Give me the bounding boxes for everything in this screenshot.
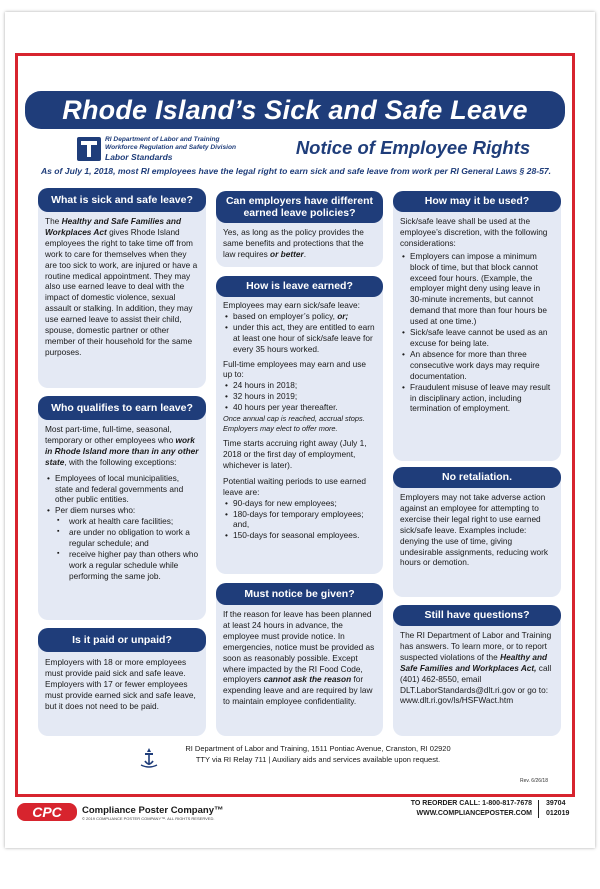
footer-line2: TTY via RI Relay 711 | Auxiliary aids and services available upon request. xyxy=(195,754,441,764)
retaliation-heading: No retaliation. xyxy=(393,467,561,488)
list-item: • 150-days for seasonal employees. xyxy=(223,530,376,541)
used-list xyxy=(400,251,554,415)
policies-body xyxy=(216,227,383,265)
list-item: • 40 hours per year thereafter. xyxy=(223,402,376,413)
dlt-logo-icon xyxy=(77,137,101,161)
svg-text:CPC: CPC xyxy=(32,804,62,820)
list-item: • An absence for more than three consecutive work days may require documentation. xyxy=(400,349,554,382)
retaliation-body: Employers may not take adverse action against an employee for attempting to exercise their legal right to use earned sick/safe leave. Examples include: denying the use of time, giving undesirable assignments, reducing work hours or demotion. xyxy=(400,492,549,568)
title-banner: Rhode Island’s Sick and Safe Leave xyxy=(25,91,565,129)
notice-box xyxy=(216,583,383,736)
list-item: ▪ work at health care facilities; xyxy=(45,516,199,527)
policies-heading: Can employers have different earned leave policies? xyxy=(216,191,383,223)
ri-seal-icon xyxy=(138,747,160,769)
divider xyxy=(538,800,539,818)
qualifies-list xyxy=(45,473,199,582)
earned-box xyxy=(216,276,383,574)
paid-body xyxy=(38,657,206,717)
what-paragraph: The Healthy and Safe Families and Workplaces Act gives Rhode Island employees the right to take time off from work to care for themselves when they are too sick to work, are injured or have a routine medical appointment. They may also use earned leave to deal with the impact of domestic violence, sexual assault or stalking. In addition, they may use earned leave to assist their child, spouse, domestic partner or other member of their household for the same purposes. xyxy=(45,216,198,357)
what-body xyxy=(38,216,206,363)
questions-box xyxy=(393,605,561,736)
waiting-list xyxy=(223,498,376,542)
reorder-phone: TO REORDER CALL: 1-800-817-7678 xyxy=(410,800,532,807)
paid-box xyxy=(38,628,206,736)
paid-heading: Is it paid or unpaid? xyxy=(38,628,206,652)
what-box xyxy=(38,188,206,388)
list-item: ▪ are under no obligation to work a regular schedule; and xyxy=(45,527,199,549)
notice-given-paragraph: If the reason for leave has been planned at least 24 hours in advance, the employee must provide notice. In emergencies, notice must be provided as soon as reasonably possible. Except where impacted by the RI Food Code, employers cannot ask the reason for expending leave and are required by law to maintain employee confidentiality. xyxy=(223,609,375,707)
policies-box xyxy=(216,191,383,267)
what-heading: What is sick and safe leave? xyxy=(38,188,206,212)
list-item: • Fraudulent misuse of leave may result in disciplinary action, including termination of employment. xyxy=(400,382,554,415)
notice-given-heading: Must notice be given? xyxy=(216,583,383,605)
list-item: • based on employer’s policy, or; xyxy=(223,311,376,322)
dept-logo xyxy=(77,135,277,163)
publisher-name: Compliance Poster Company™ xyxy=(82,805,224,816)
questions-body xyxy=(393,630,561,711)
intro-text: As of July 1, 2018, most RI employees have the legal right to earn sick and safe leave from work per RI General Laws § 28-57. xyxy=(40,166,552,176)
list-item: • 32 hours in 2019; xyxy=(223,391,376,402)
cap-note: Once annual cap is reached, accrual stops. Employers may elect to offer more. xyxy=(223,414,365,433)
earned-heading: How is leave earned? xyxy=(216,276,383,297)
qualifies-box xyxy=(38,396,206,620)
footer-text xyxy=(168,744,468,765)
cap-list xyxy=(223,380,376,413)
list-item: • 180-days for temporary employees; and, xyxy=(223,509,376,531)
paid-paragraph: Employers with 18 or more employees must provide paid sick and safe leave. Employers with 17 or fewer employees must provide earned sick and safe leave, but it does not need to be paid. xyxy=(45,657,196,711)
list-item: ▪ receive higher pay than others who work a regular schedule while performing the same job. xyxy=(45,549,199,582)
qualifies-body xyxy=(38,424,206,586)
reorder-info xyxy=(386,799,532,819)
list-item: • Employers can impose a minimum block of time, but that block cannot exceed four hours. (Example, the employer might deny using leave in 30-minute increments, but cannot demand that more than four hours be used at one time.) xyxy=(400,251,554,327)
dept-text xyxy=(105,136,236,162)
list-item: • Sick/safe leave cannot be used as an excuse for being late. xyxy=(400,327,554,349)
list-item: • Employees of local municipalities, state and federal governments and other public entities. xyxy=(45,473,199,506)
footer-line1: RI Department of Labor and Training, 1511 Pontiac Avenue, Cranston, RI 02920 xyxy=(185,744,451,753)
dept-line2: Workforce Regulation and Safety Division xyxy=(105,144,237,151)
retaliation-box xyxy=(393,467,561,597)
dept-line1: RI Department of Labor and Training xyxy=(105,136,220,143)
product-codes: 39704 012019 xyxy=(546,800,570,817)
questions-heading: Still have questions? xyxy=(393,605,561,626)
policies-paragraph: Yes, as long as the policy provides the same benefits and protections that the law requires or better. xyxy=(223,227,364,259)
questions-url[interactable]: www.dlt.ri.gov/ls/HSFWact.htm xyxy=(400,695,514,706)
cpc-logo-icon xyxy=(17,803,77,821)
dept-line3: Labor Standards xyxy=(105,152,173,162)
qualifies-heading: Who qualifies to earn leave? xyxy=(38,396,206,420)
list-item: • Per diem nurses who: xyxy=(45,505,199,516)
used-body: Sick/safe leave shall be used at the employee’s discretion, with the following considerations: • Employers can impose a minimum block of time, but that block cannot exceed four hours. (Example, the employer might deny using leave in 30-minute increments, but cannot demand that more than four hours be used at one time.) • Sick/safe leave cannot be used as an excuse for being late. • An absence for more than three consecutive work days may require documentation. • Fraudulent misuse of leave may result in disciplinary action, including termination of employment. xyxy=(393,216,561,418)
questions-paragraph: The RI Department of Labor and Training has answers. To learn more, or to report suspected violations of the Healthy and Safe Families and Workplaces Act, call (401) 462-8550, email DLT.LaborStandards@dlt.ri.gov or go to: xyxy=(400,630,552,695)
notice-heading: Notice of Employee Rights xyxy=(295,137,531,158)
publisher-copyright: © 2019 COMPLIANCE POSTER COMPANY™. ALL RIGHTS RESERVED. xyxy=(82,816,215,821)
list-item: • 90-days for new employees; xyxy=(223,498,376,509)
act-name: Healthy and Safe Families and Workplaces Act xyxy=(45,216,182,237)
earned-list xyxy=(223,311,376,355)
used-box xyxy=(393,191,561,461)
list-item: • under this act, they are entitled to earn at least one hour of sick/safe leave for every 35 hours worked. xyxy=(223,322,376,355)
earned-body: Employees may earn sick/safe leave: • based on employer’s policy, or; • under this act, they are entitled to earn at least one hour of sick/safe leave for every 35 hours worked. Full-time employees may earn and use up to: • 24 hours in 2018; • 32 hours in 2019; • 40 hours per year thereafter. Once annual cap is reached, accrual stops. Employers may elect to offer more. Time starts accruing right away (July 1, 2018 or the first day of employment, whichever is later). Potential waiting periods to use earned leave are: • 90-days for new employees; • 180-days for temporary employees; and, • 150-days for seasonal employees. xyxy=(216,300,383,545)
qualifies-paragraph: Most part-time, full-time, seasonal, temporary or other employees who work in Rhode Island more than in any other state, with the following exceptions: xyxy=(45,424,199,467)
reorder-website[interactable]: WWW.COMPLIANCEPOSTER.COM xyxy=(416,810,532,817)
notice-given-body xyxy=(216,609,383,712)
revision-date: Rev. 6/26/18 xyxy=(520,778,548,784)
list-item: • 24 hours in 2018; xyxy=(223,380,376,391)
used-heading: How may it be used? xyxy=(393,191,561,212)
